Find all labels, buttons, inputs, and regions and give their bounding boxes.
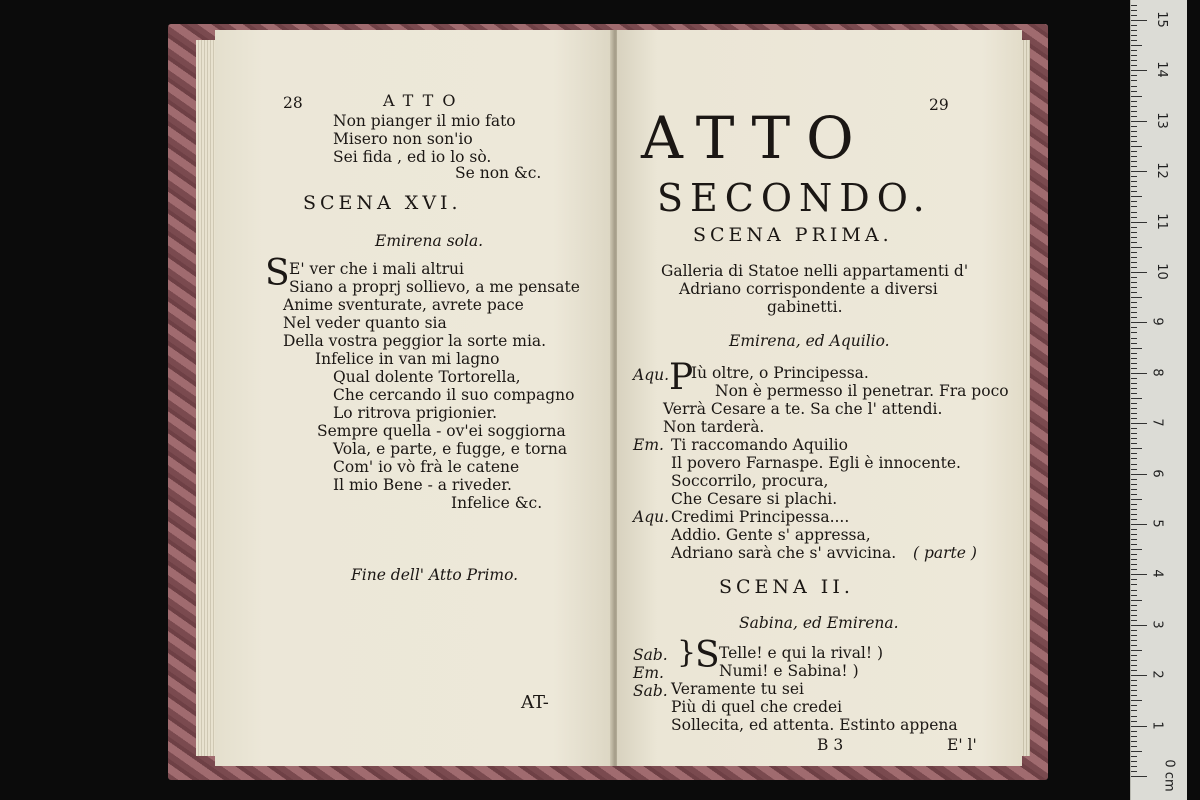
scene-cast: Sabina, ed Emirena.	[739, 614, 899, 632]
ruler-tick	[1131, 499, 1142, 500]
ruler-tick	[1131, 700, 1142, 701]
ruler-tick	[1131, 660, 1137, 661]
ruler-tick	[1131, 479, 1137, 480]
ruler-label: 4	[1149, 569, 1165, 579]
dialogue-line: Iù oltre, o Principessa.	[691, 364, 869, 382]
ruler-tick	[1131, 665, 1137, 666]
ruler-tick	[1131, 343, 1137, 344]
ruler-tick	[1131, 176, 1137, 177]
ruler-tick	[1131, 716, 1137, 717]
ruler-tick	[1131, 35, 1137, 36]
ruler-tick	[1131, 554, 1137, 555]
ruler-tick	[1131, 746, 1137, 747]
dialogue-line: Che Cesare si plachi.	[671, 490, 838, 508]
ruler-tick	[1131, 10, 1137, 11]
ruler-tick	[1131, 131, 1137, 132]
ruler-label: 1	[1149, 720, 1165, 730]
verse-line: Anime sventurate, avrete pace	[283, 296, 524, 314]
ruler-tick	[1131, 731, 1137, 732]
ruler-label: 10	[1153, 263, 1169, 280]
ruler-tick	[1131, 710, 1137, 711]
ruler-tick	[1131, 721, 1137, 722]
ruler-tick	[1131, 86, 1137, 87]
drop-cap: P	[669, 357, 694, 398]
ruler-tick	[1131, 247, 1142, 248]
ruler-tick	[1131, 65, 1137, 66]
verse-line: Non pianger il mio fato	[333, 112, 516, 130]
page-number: 28	[283, 94, 303, 112]
brace-mark: }	[677, 635, 697, 670]
ruler-tick	[1131, 373, 1147, 374]
ruler-tick	[1131, 20, 1147, 21]
verse-line: Sempre quella - ov'ei soggiorna	[317, 422, 566, 440]
ruler-label: 13	[1153, 112, 1169, 129]
ruler-tick	[1131, 695, 1137, 696]
ruler-label: 8	[1149, 368, 1165, 377]
ruler-tick	[1131, 645, 1137, 646]
dialogue-line: Credimi Principessa....	[671, 508, 850, 526]
ruler-tick	[1131, 474, 1147, 475]
ruler-tick	[1131, 418, 1137, 419]
ruler-tick	[1131, 141, 1137, 142]
dialogue-line: Addio. Gente s' appressa,	[671, 526, 871, 544]
ruler-tick	[1131, 15, 1137, 16]
ruler-tick	[1131, 458, 1137, 459]
ruler-tick	[1131, 227, 1137, 228]
ruler-tick	[1131, 91, 1137, 92]
verse-line: Lo ritrova prigionier.	[333, 404, 498, 422]
ruler-tick	[1131, 605, 1137, 606]
drop-cap: S	[695, 635, 720, 676]
ruler-tick	[1131, 121, 1147, 122]
ruler-tick	[1131, 181, 1137, 182]
page-number: 29	[929, 96, 949, 114]
ruler-tick	[1131, 307, 1137, 308]
ruler-tick	[1131, 438, 1137, 439]
ruler-tick	[1131, 453, 1137, 454]
ruler-tick	[1131, 590, 1137, 591]
dialogue-line: Verrà Cesare a te. Sa che l' attendi.	[663, 400, 943, 418]
ruler-tick	[1131, 70, 1147, 71]
ruler-label: 5	[1149, 519, 1165, 528]
ruler-tick	[1131, 282, 1137, 283]
speaker: Sab.	[633, 646, 668, 664]
ruler-tick	[1131, 317, 1137, 318]
ruler-tick	[1131, 383, 1137, 384]
ruler-tick	[1131, 690, 1137, 691]
ruler-tick	[1131, 569, 1137, 570]
ruler-tick	[1131, 464, 1137, 465]
verse-line: Della vostra peggior la sorte mia.	[283, 332, 547, 350]
ruler-tick	[1131, 358, 1137, 359]
ruler-tick	[1131, 297, 1142, 298]
running-head: ATTO	[383, 91, 465, 110]
ruler-tick	[1131, 433, 1137, 434]
ruler-tick	[1131, 771, 1137, 772]
ruler-tick	[1131, 60, 1137, 61]
ruler-tick	[1131, 96, 1142, 97]
ruler-tick	[1131, 327, 1137, 328]
ruler-tick	[1131, 423, 1147, 424]
ruler-tick	[1131, 267, 1137, 268]
ruler-tick	[1131, 338, 1137, 339]
dialogue-line: Il povero Farnaspe. Egli è innocente.	[671, 454, 961, 472]
verse-line: Nel veder quanto sia	[283, 314, 447, 332]
ruler-tick	[1131, 534, 1137, 535]
ruler-tick	[1131, 489, 1137, 490]
ruler-label: 0 cm	[1161, 759, 1177, 792]
ruler-tick	[1131, 348, 1142, 349]
ruler-tick	[1131, 75, 1137, 76]
ruler-tick	[1131, 595, 1137, 596]
cue: Infelice &c.	[451, 494, 543, 512]
ruler-tick	[1131, 393, 1137, 394]
speaker: Sab.	[633, 682, 668, 700]
ruler-tick	[1131, 494, 1137, 495]
ruler-tick	[1131, 635, 1137, 636]
ruler-tick	[1131, 302, 1137, 303]
ruler-label: 9	[1149, 317, 1165, 327]
ruler-tick	[1131, 484, 1137, 485]
ruler-label: 11	[1153, 212, 1169, 230]
ruler-label: 14	[1153, 61, 1169, 79]
ruler-tick	[1131, 151, 1137, 152]
ruler-tick	[1131, 610, 1137, 611]
ruler-label: 2	[1149, 670, 1165, 679]
ruler-tick	[1131, 101, 1137, 102]
ruler-tick	[1131, 559, 1137, 560]
ruler-tick	[1131, 25, 1137, 26]
ruler-tick	[1131, 322, 1147, 323]
ruler-tick	[1131, 741, 1137, 742]
verse-line: Il mio Bene - a riveder.	[333, 476, 512, 494]
ruler-tick	[1131, 403, 1137, 404]
dialogue-line: Telle! e qui la rival! )	[719, 644, 884, 662]
signature-mark: B 3	[817, 736, 844, 754]
setting-line: Galleria di Statoe nelli appartamenti d'	[661, 262, 969, 280]
ruler-tick	[1131, 40, 1137, 41]
ruler-tick	[1131, 574, 1147, 575]
ruler-tick	[1131, 630, 1137, 631]
ruler-tick	[1131, 136, 1137, 137]
ruler-label: 15	[1153, 11, 1169, 28]
ruler-tick	[1131, 206, 1137, 207]
ruler-tick	[1131, 166, 1137, 167]
ruler-tick	[1131, 685, 1137, 686]
ruler-tick	[1131, 584, 1137, 585]
right-page	[617, 30, 1022, 766]
ruler-tick	[1131, 272, 1147, 273]
ruler-label: 12	[1153, 162, 1169, 179]
ruler-tick	[1131, 363, 1137, 364]
scale-ruler	[1130, 0, 1187, 800]
ruler-tick	[1131, 600, 1142, 601]
act-end: Fine dell' Atto Primo.	[351, 566, 519, 584]
ruler-tick	[1131, 106, 1137, 107]
ruler-tick	[1131, 408, 1137, 409]
scene-title: SCENA PRIMA.	[693, 224, 893, 246]
ruler-tick	[1131, 146, 1142, 147]
ruler-label: 7	[1149, 418, 1165, 427]
ruler-tick	[1131, 514, 1137, 515]
ruler-tick	[1131, 368, 1137, 369]
speaker: Aqu.	[633, 366, 670, 384]
dialogue-line: Non tarderà.	[663, 418, 765, 436]
ruler-tick	[1131, 171, 1147, 172]
scene-cast: Emirena sola.	[375, 232, 484, 250]
verse-line: Siano a proprj sollievo, a me pensate	[289, 278, 580, 296]
ruler-tick	[1131, 257, 1137, 258]
dialogue-line: Non è permesso il penetrar. Fra poco	[715, 382, 1009, 400]
ruler-tick	[1131, 5, 1137, 6]
dialogue-line: Soccorrilo, procura,	[671, 472, 829, 490]
act-subtitle: SECONDO.	[657, 176, 932, 220]
ruler-tick	[1131, 655, 1137, 656]
ruler-tick	[1131, 766, 1137, 767]
ruler-tick	[1131, 756, 1137, 757]
ruler-tick	[1131, 262, 1137, 263]
catchword: E' l'	[947, 736, 977, 754]
verse-line: Sei fida , ed io lo sò.	[333, 148, 492, 166]
verse-line: Vola, e parte, e fugge, e torna	[333, 440, 568, 458]
ruler-tick	[1131, 232, 1137, 233]
ruler-tick	[1131, 448, 1142, 449]
ruler-tick	[1131, 428, 1137, 429]
ruler-tick	[1131, 161, 1137, 162]
ruler-tick	[1131, 156, 1137, 157]
ruler-tick	[1131, 751, 1142, 752]
ruler-tick	[1131, 670, 1137, 671]
ruler-tick	[1131, 242, 1137, 243]
ruler-tick	[1131, 277, 1137, 278]
scene-cast: Emirena, ed Aquilio.	[729, 332, 890, 350]
ruler-tick	[1131, 80, 1137, 81]
verse-line: Che cercando il suo compagno	[333, 386, 575, 404]
ruler-tick	[1131, 564, 1137, 565]
ruler-tick	[1131, 332, 1137, 333]
ruler-tick	[1131, 524, 1147, 525]
ruler-tick	[1131, 398, 1142, 399]
ruler-tick	[1131, 675, 1147, 676]
ruler-tick	[1131, 726, 1147, 727]
ruler-tick	[1131, 549, 1142, 550]
ruler-tick	[1131, 539, 1137, 540]
ruler-tick	[1131, 111, 1137, 112]
ruler-tick	[1131, 45, 1142, 46]
ruler-tick	[1131, 620, 1137, 621]
ruler-tick	[1131, 201, 1137, 202]
ruler-tick	[1131, 509, 1137, 510]
ruler-tick	[1131, 640, 1137, 641]
dialogue-line: Veramente tu sei	[671, 680, 804, 698]
ruler-tick	[1131, 413, 1137, 414]
ruler-tick	[1131, 222, 1147, 223]
ruler-tick	[1131, 30, 1137, 31]
ruler-tick	[1131, 252, 1137, 253]
ruler-tick	[1131, 287, 1137, 288]
ruler-tick	[1131, 388, 1137, 389]
dialogue-line: Adriano sarà che s' avvicina.	[671, 544, 897, 562]
ruler-tick	[1131, 519, 1137, 520]
ruler-label: 6	[1149, 468, 1165, 478]
ruler-tick	[1131, 312, 1137, 313]
ruler-label: 3	[1149, 620, 1165, 629]
ruler-tick	[1131, 544, 1137, 545]
ruler-tick	[1131, 212, 1137, 213]
ruler-tick	[1131, 625, 1147, 626]
ruler-tick	[1131, 191, 1137, 192]
dialogue-line: Ti raccomando Aquilio	[671, 436, 848, 454]
stage-direction: ( parte )	[913, 544, 977, 562]
scene-title: SCENA XVI.	[303, 192, 462, 214]
ruler-tick	[1131, 705, 1137, 706]
ruler-tick	[1131, 186, 1137, 187]
verse-line: E' ver che i mali altrui	[289, 260, 464, 278]
left-page	[215, 30, 613, 766]
verse-line: Qual dolente Tortorella,	[333, 368, 521, 386]
dialogue-line: Numi! e Sabina! )	[719, 662, 859, 680]
ruler-tick	[1131, 776, 1147, 777]
ruler-tick	[1131, 196, 1142, 197]
scene-title: SCENA II.	[719, 576, 854, 598]
ruler-tick	[1131, 237, 1137, 238]
drop-cap: S	[265, 253, 290, 294]
ruler-tick	[1131, 761, 1137, 762]
setting-line: gabinetti.	[767, 298, 843, 316]
ruler-tick	[1131, 126, 1137, 127]
cue: Se non &c.	[455, 164, 542, 182]
ruler-tick	[1131, 443, 1137, 444]
ruler-tick	[1131, 650, 1142, 651]
verse-line: Infelice in van mi lagno	[315, 350, 500, 368]
ruler-tick	[1131, 736, 1137, 737]
ruler-tick	[1131, 116, 1137, 117]
dialogue-line: Sollecita, ed attenta. Estinto appena	[671, 716, 958, 734]
verse-line: Misero non son'io	[333, 130, 473, 148]
ruler-tick	[1131, 529, 1137, 530]
ruler-tick	[1131, 217, 1137, 218]
ruler-tick	[1131, 55, 1137, 56]
ruler-tick	[1131, 469, 1137, 470]
ruler-tick	[1131, 378, 1137, 379]
speaker: Em.	[633, 436, 664, 454]
ruler-tick	[1131, 579, 1137, 580]
act-title: ATTO	[641, 104, 870, 172]
verse-line: Com' io vò frà le catene	[333, 458, 520, 476]
speaker: Em.	[633, 664, 664, 682]
ruler-tick	[1131, 292, 1137, 293]
setting-line: Adriano corrispondente a diversi	[679, 280, 938, 298]
ruler-tick	[1131, 353, 1137, 354]
catchword: AT-	[521, 692, 549, 713]
speaker: Aqu.	[633, 508, 670, 526]
ruler-tick	[1131, 504, 1137, 505]
ruler-tick	[1131, 615, 1137, 616]
ruler-tick	[1131, 50, 1137, 51]
ruler-tick	[1131, 680, 1137, 681]
dialogue-line: Più di quel che credei	[671, 698, 843, 716]
